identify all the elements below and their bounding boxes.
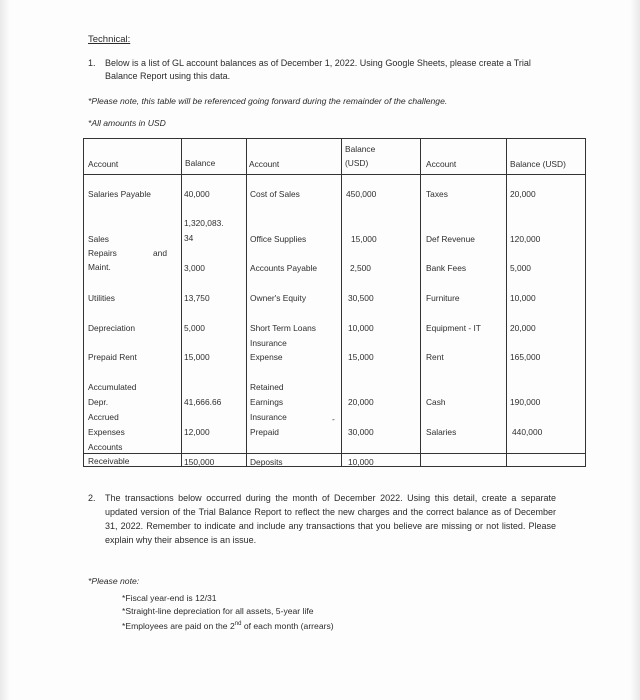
note-payroll [122,618,334,633]
cell-account: Depreciation [88,323,136,333]
cell-balance: 41,666.66 [184,397,222,407]
cell-account: Prepaid Rent [88,352,137,362]
table-col-divider [341,139,342,466]
note-payroll-suffix: nd [234,621,242,627]
cell-account: Bank Fees [426,263,467,273]
cell-account: Equipment - IT [426,323,481,333]
cell-account: Accounts [88,442,123,452]
cell-account: Accrued [88,412,119,422]
note-payroll-text: *Employees are paid on the 2 [122,620,235,631]
table-col-divider [246,139,247,466]
question-2-number: 2. [88,493,96,503]
header-balance-2: Balance [345,144,376,154]
cell-balance: 30,000 [348,427,374,437]
question-1-text: Below is a list of GL account balances as of December 1, 2022. Using Google Sheets, please create a Trial Balance Report using this data. [105,58,531,81]
cell-account: and [153,248,167,258]
cell-account: Office Supplies [250,234,307,244]
header-balance-3: Balance (USD) [510,159,566,169]
page-shadow-right [630,0,640,700]
please-note-label: *Please note: [88,576,140,586]
cell-account: Rent [426,352,444,362]
cell-balance: 10,000 [348,323,374,333]
cell-balance: 34 [184,233,194,243]
cell-account: Short Term Loans [250,323,316,333]
table-col-divider [506,139,507,466]
cell-balance: 150,000 [184,457,215,467]
cell-balance: 13,750 [184,293,210,303]
notes-list [122,592,334,633]
cell-account: Receivable [88,456,130,466]
cell-balance: 440,000 [512,427,543,437]
question-1 [88,57,558,83]
cell-balance: 15,000 [348,352,374,362]
cell-account: Earnings [250,397,284,407]
cell-balance: 2,500 [350,263,371,273]
cell-balance: 3,000 [184,263,205,273]
cell-account: Cash [426,397,446,407]
cell-balance: 450,000 [346,189,377,199]
cell-account: Salaries [426,427,457,437]
cell-account: Def Revenue [426,234,475,244]
gl-balance-table [83,138,586,467]
cell-account: Utilities [88,293,115,303]
note-depreciation: *Straight-line depreciation for all assets, 5-year life [122,606,314,616]
cell-account: Accounts Payable [250,263,318,273]
cell-balance: 10,000 [510,293,536,303]
cell-account: Salaries Payable [88,189,151,199]
cell-account: Furniture [426,293,460,303]
question-2 [88,491,556,547]
header-account-3: Account [426,159,457,169]
section-heading: Technical: [88,34,131,45]
table-last-row-divider [84,453,585,454]
cell-account: Expenses [88,427,125,437]
cell-account: Cost of Sales [250,189,300,199]
cell-account: Expense [250,352,283,362]
header-balance-1: Balance [185,158,216,168]
cell-balance: 12,000 [184,427,210,437]
cell-balance: 1,320,083. [184,218,224,228]
reference-note: *Please note, this table will be referenced going forward during the remainder of the challenge. [88,96,448,106]
cell-account: Depr. [88,397,109,407]
note-fiscal-year: *Fiscal year-end is 12/31 [122,593,217,603]
page-shadow-left [0,0,10,700]
table-col-divider [420,139,421,466]
cell-balance: 5,000 [184,323,205,333]
cell-balance: 120,000 [510,234,541,244]
cell-balance: 5,000 [510,263,531,273]
cell-account: Accumulated [88,382,137,392]
note-payroll-text-end: of each month (arrears) [241,620,334,631]
cell-balance: 10,000 [348,457,374,467]
cell-account: Deposits [250,457,283,467]
cell-balance: 20,000 [510,189,536,199]
cell-account: Maint. [88,262,111,272]
currency-note: *All amounts in USD [88,118,166,128]
cell-account: Prepaid [250,427,279,437]
cell-balance: 15,000 [184,352,210,362]
table-col-divider [181,139,182,466]
header-account-2: Account [249,159,280,169]
cell-balance: 20,000 [510,323,536,333]
cell-account: - [332,414,335,424]
header-account-1: Account [88,159,119,169]
cell-balance: 40,000 [184,189,210,199]
question-1-number: 1. [88,58,96,68]
table-header-divider [84,174,585,175]
cell-balance: 15,000 [351,234,377,244]
cell-account: Retained [250,382,284,392]
cell-balance: 190,000 [510,397,541,407]
cell-balance: 20,000 [348,397,374,407]
cell-account: Taxes [426,189,448,199]
cell-account: Owner's Equity [250,293,307,303]
cell-account: Insurance [250,338,287,348]
cell-balance: 30,500 [348,293,374,303]
header-balance-2-unit: (USD) [345,158,369,168]
cell-account: Sales [88,234,109,244]
question-2-text: The transactions below occurred during the month of December 2022. Using this detail, create a separate updated version of the Trial Balance Report to reflect the new charges and the correct balance as of December 31, 2022. Remember to indicate and include any transactions that you believe are missing or not listed. Please explain why their absence is an issue. [105,493,556,545]
cell-balance: 165,000 [510,352,541,362]
cell-account: Insurance [250,412,287,422]
cell-account: Repairs [88,248,117,258]
